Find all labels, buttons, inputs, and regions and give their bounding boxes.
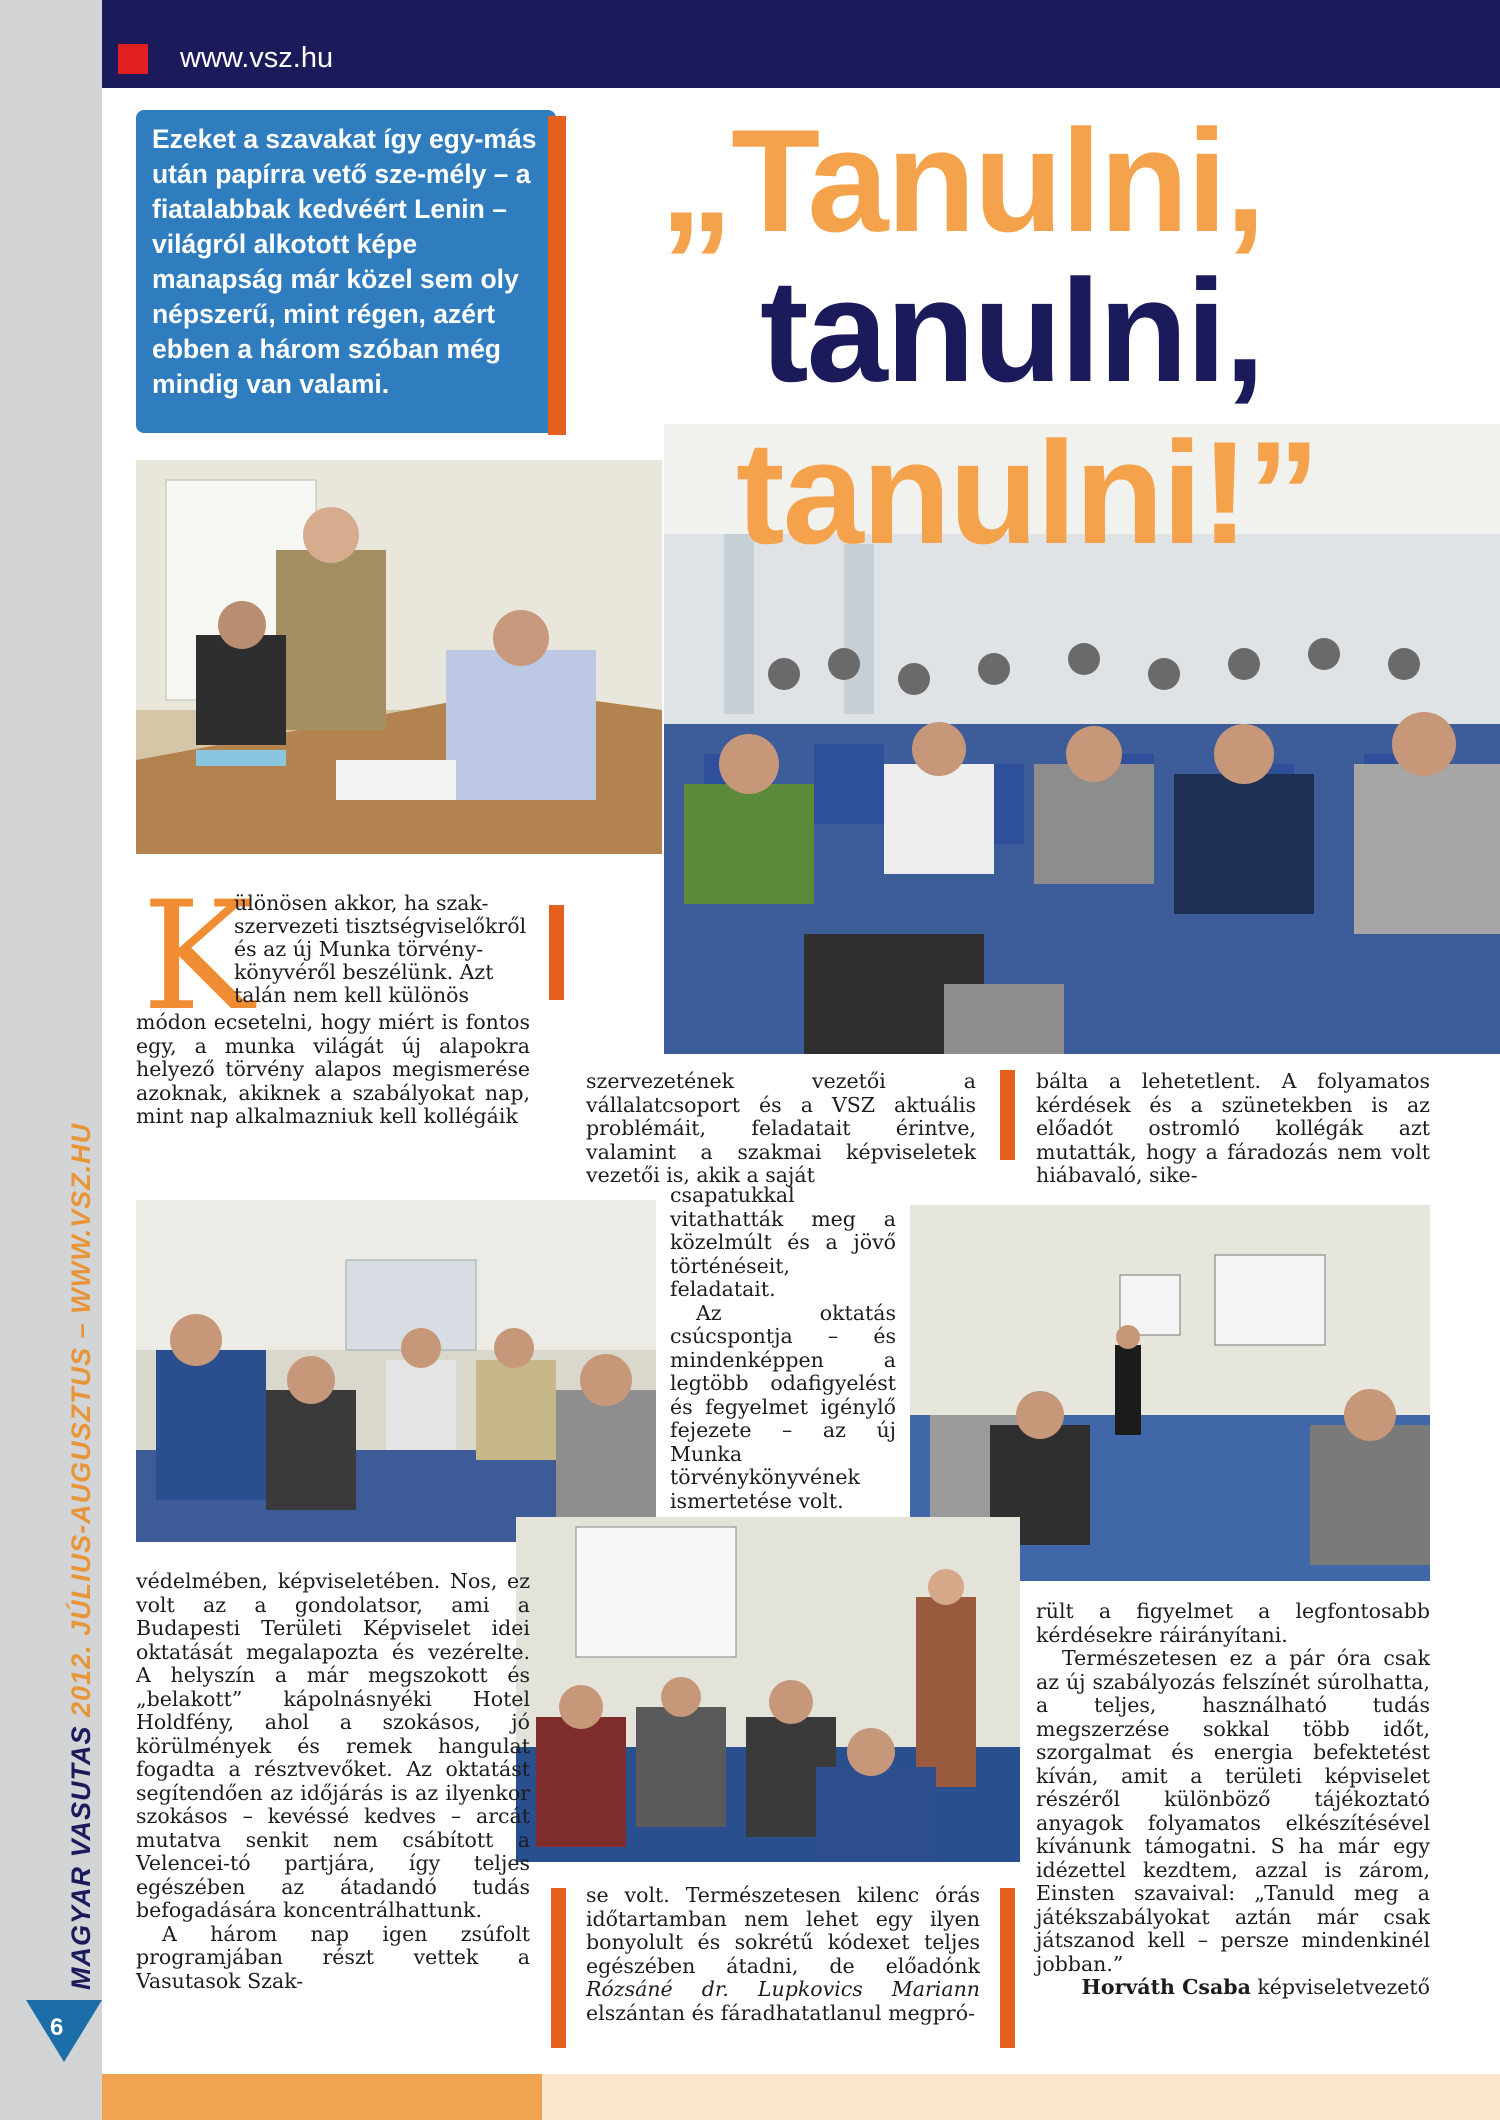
- article-col1-opening: [234, 892, 530, 1007]
- photo-small-group: [136, 1200, 656, 1542]
- photo-speaker-table: [136, 460, 662, 854]
- accent-bar: [551, 1888, 566, 2048]
- paragraph: védelmében, képviseletében. Nos, ez volt az a gondolatsor, ami a Budapesti Területi Képviselet idei oktatását megalapozta és vezérelte. A helyszín a már megszokott és „belakott” kápolnásnyéki Hotel Holdfény, ahol a szokásos, jó körülmények és remek hangulat fogadta a résztvevőket. Az oktatást segítendően az időjárás is az ilyenkor szokásos – kevéssé kedves – arcát mutatva senkit nem csábított a Velencei-tó partjára, így teljes egészében az átadandó tudás befogadására koncentrálhattunk.: [136, 1569, 530, 1922]
- vertical-issue-label: [66, 1123, 97, 1990]
- paragraph: csapatukkal vitathatták meg a közelmúlt és a jövő történéseit, feladatait.: [670, 1183, 896, 1301]
- issue-date: [66, 1123, 96, 1717]
- issue-site: – WWW.VSZ.HU: [66, 1122, 96, 1347]
- opening-line: talán nem kell különös: [234, 983, 470, 1007]
- opening-line: ülönösen akkor, ha szak-: [234, 891, 489, 915]
- header-url: www.vsz.hu: [180, 42, 334, 74]
- article-col3-top: bálta a lehetetlent. A folyamatos kérdések és a szünetekben is az előadót ostromló kollégák azt mutatták, hogy a fáradozás nem volt hiábavaló, sike-: [1036, 1069, 1430, 1187]
- article-col3-bottom: [1036, 1600, 1430, 2000]
- issue-year: 2012.: [66, 1644, 96, 1717]
- paragraph: Az oktatás csúcspontja – és mindenképpen a legtöbb odafigyelést és fegyelmet igénylő fejezete – az új Munka törvénykönyvének ismertetése volt.: [670, 1300, 896, 1513]
- title-line-1: „Tanulni,: [660, 99, 1264, 262]
- article-col2-middle: [670, 1184, 896, 1513]
- text-run: se volt. Természetesen kilenc órás időtartamban nem lehet egy ilyen bonyolult és sokrétű kódexet teljes egészében átadni, de előadónk: [586, 1883, 980, 1978]
- article-col1-bottom: [136, 1570, 530, 1993]
- paragraph: Természetesen ez a pár óra csak az új szabályozás felszínét súrolhatta, a teljes, használható tudás megszerzése sokkal több időt, szorgalmat és energia befektetést kíván, amit a területi képviselet részéről különböző tájékoztató anyagok folyamatos elkészítésével kívánunk támogatni. S ha már egy idézettel kezdtem, azzal is zárom, Einsten szavaival: „Tanuld meg a játékszabályokat aztán már csak játszanod kell – persze mindenkinél jobban.”: [1036, 1646, 1430, 1976]
- intro-text: Ezeket a szavakat így egy-más után papírra vető sze-mély – a fiatalabbak kedvéért Lenin – világról alkotott képe manapság már közel sem oly népszerű, mint régen, azért ebben a három szóban még mindig van valami.: [152, 124, 537, 399]
- accent-bar: [549, 905, 564, 1000]
- footer-bar-left: [102, 2074, 542, 2120]
- accent-bar: [1000, 1888, 1015, 2048]
- article-col1-top: módon ecsetelni, hogy miért is fontos egy, a munka világát új alapokra helyező törvény alapos megismerése azoknak, akiknek a szabályokat nap, mint nap alkalmazniuk kell kollégáik: [136, 1010, 530, 1128]
- paragraph: rült a figyelmet a legfontosabb kérdésekre ráirányítani.: [1036, 1599, 1430, 1647]
- header-square-icon: [118, 44, 148, 74]
- drop-cap: K: [142, 870, 255, 1044]
- magazine-name: MAGYAR VASUTAS: [66, 1725, 96, 1990]
- page-number: 6: [50, 2014, 64, 2041]
- opening-line: könyvéről beszélünk. Azt: [234, 960, 494, 984]
- signature-role: képviseletvezető: [1250, 1975, 1430, 1999]
- intro-accent-stripe: [548, 116, 566, 435]
- signature-name: Horváth Csaba: [1081, 1975, 1251, 1999]
- opening-line: és az új Munka törvény-: [234, 937, 484, 961]
- accent-bar: [1000, 1070, 1015, 1160]
- signature: [1036, 1976, 1430, 2000]
- text-run: elszántan és fáradhatatlanul megpró-: [586, 2000, 975, 2025]
- side-bar: [0, 0, 102, 2120]
- photo-lecture: [516, 1517, 1020, 1862]
- article-col2-bottom: [586, 1884, 980, 2025]
- footer-bar-right: [542, 2074, 1500, 2120]
- title-line-2: tanulni,: [760, 249, 1264, 412]
- article-col2-top: szervezetének vezetői a vállalatcsoport és a VSZ aktuális problémáit, feladatait érintve, valamint a szakmai képviseletek vezetői is, akik a saját: [586, 1069, 976, 1187]
- paragraph: A három nap igen zsúfolt programjában részt vettek a Vasutasok Szak-: [136, 1921, 530, 1993]
- lecturer-name: Rózsáné dr. Lupkovics Mariann: [586, 1977, 980, 2001]
- title-line-3: tanulni!”: [736, 411, 1319, 574]
- opening-line: szervezeti tisztségviselőkről: [234, 914, 527, 938]
- page-number-triangle: [26, 2000, 102, 2062]
- issue-months: JÚLIUS-AUGUSZTUS: [66, 1346, 96, 1645]
